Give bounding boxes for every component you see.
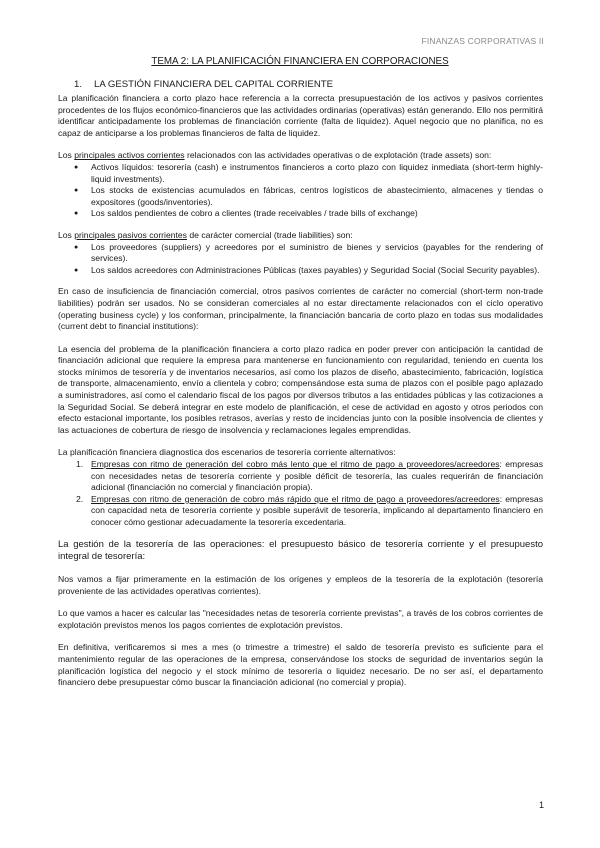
list-item [58,459,543,494]
paragraph-essence: La esencia del problema de la planificación financiera a corto plazo radica en poder prever con anticipación la cantidad de financiación adicional que requiere la empresa para mantenerse en funcionamiento con regularidad, teniendo en cuenta los stocks mínimos de tesorería y de inventarios necesarios, así como los plazos de diseño, abastecimiento, fabricación, logística de transporte, almacenamiento, envío a clientela y cobro; compensándose esta suma de plazos con el posible pago aplazado a suministradores, así como el calendario fiscal de los pagos por diversos tributos a las entidades públicas y las cotizaciones a la Seguridad Social. Se deberá integrar en este modelo de planificación, el cese de actividad en agosto y otros periodos con efecto estacional importante, los posibles retrasos, averías y resto de incidencias junto con la posible insolvencia de clientes y las actuaciones de cobertura de riesgo de insolvencia y reclamaciones legales emprendidas. [58,343,543,435]
scenario-title: Empresas con ritmo de generación del cobro más lento que el ritmo de pago a proveedores/acreedores [91,459,500,470]
paragraph-non-trade: En caso de insuficiencia de financiación comercial, otros pasivos corrientes de carácter no comercial (short-term non-trade liabilities) podrán ser usados. No se consideran comerciales al no estar directamente relacionados con el ciclo operativo (operating business cycle) y los conforman, principalmente, la financiación bancaria de corto plazo en todas sus modalidades (current debt to financial institutions): [58,286,543,332]
liabilities-intro [58,230,543,242]
list-item: ● Activos líquidos: tesorería (cash) e instrumentos financieros a corto plazo con liquidez inmediata (short-term highly-liquid investments). [58,162,543,185]
paragraph-subheading: La gestión de la tesorería de las operaciones: el presupuesto básico de tesorería corriente y el presupuesto integral de tesorería: [58,538,543,562]
assets-list [58,162,543,220]
liabilities-intro-post: de carácter comercial (trade liabilities) son: [186,229,353,240]
list-item: ● Los proveedores (suppliers) y acreedores por el suministro de bienes y servicios (payables for the rendering of services). [58,242,543,265]
liabilities-intro-pre: Los [58,229,75,240]
running-header: FINANZAS CORPORATIVAS II [421,36,544,46]
scenario-title: Empresas con ritmo de generación de cobro más rápido que el ritmo de pago a proveedores/acreedores [91,493,500,504]
list-item: ● Los saldos pendientes de cobro a clientes (trade receivables / trade bills of exchange) [58,208,543,220]
list-item: ● Los saldos acreedores con Administraciones Públicas (taxes payables) y Seguridad Social (Social Security payables). [58,265,543,277]
page-number: 1 [538,800,544,810]
list-number: 1. [76,459,84,470]
liabilities-list [58,242,543,277]
paragraph-needs: Lo que vamos a hacer es calcular las "necesidades netas de tesorería corriente previstas", a través de los cobros corrientes de explotación previstos menos los pagos corrientes de explotación previstos. [58,608,543,630]
assets-intro-pre: Los [58,150,75,161]
scenarios-intro: La planificación financiera diagnostica dos escenarios de tesorería corriente alternativos: [58,447,396,458]
assets-intro [58,150,543,162]
paragraph-conclusion: En definitiva, verificaremos si mes a mes (o trimestre a trimestre) el saldo de tesorería previsto es suficiente para el mantenimiento regular de las operaciones de la empresa, conservándose los stocks de seguridad de inventarios según la planificación logística del negocio y el stock mínimo de tesorería o liquidez necesario. De no ser así, el departamento financiero debe presupuestar cómo buscar la financiación adicional (no comercial y propia). [58,642,543,688]
scenario-text: : empresas con necesidades netas de tesorería corriente y posible déficit de tesorería, las cuales requerirán de financiación adicional (financiación no comercial y financiación propia). [91,459,543,493]
page-title: TEMA 2: LA PLANIFICACIÓN FINANCIERA EN CORPORACIONES [151,56,449,67]
list-number: 2. [76,493,84,504]
section-title: LA GESTIÓN FINANCIERA DEL CAPITAL CORRIENTE [94,79,334,90]
list-item [58,494,543,529]
assets-intro-post: relacionados con las actividades operativas o de explotación (trade assets) son: [184,150,492,161]
liabilities-intro-underlined: principales pasivos corrientes [74,229,187,240]
paragraph-origins: Nos vamos a fijar primeramente en la estimación de los orígenes y empleos de la tesorería de la explotación (tesorería proveniente de las actividades operativas corrientes). [58,574,543,596]
list-item: ● Los stocks de existencias acumulados en fábricas, centros logísticos de abastecimiento, almacenes y tiendas o expositores (goods/inventories). [58,185,543,208]
assets-intro-underlined: principales activos corrientes [74,150,185,161]
scenario-text: : empresas con capacidad neta de tesorería corriente y posible superávit de tesorería, implicando al departamento financiero en conocer cómo gestionar adecuadamente la tesorería excedentaria. [91,493,543,527]
section-heading [74,79,543,91]
paragraph-intro: La planificación financiera a corto plazo hace referencia a la correcta presupuestación de los activos y pasivos corrientes procedentes de los flujos económico-financieros que las actividades ordinarias (operativas) están generando. Ello nos permitirá identificar anticipadamente los problemas de financiación corriente (falta de liquidez). Aquel negocio que no planifica, no es capaz de anticiparse a los problemas financieros de falta de liquidez. [58,93,543,138]
document-body [58,79,543,700]
scenarios-list [58,459,543,529]
section-number: 1. [74,79,83,90]
